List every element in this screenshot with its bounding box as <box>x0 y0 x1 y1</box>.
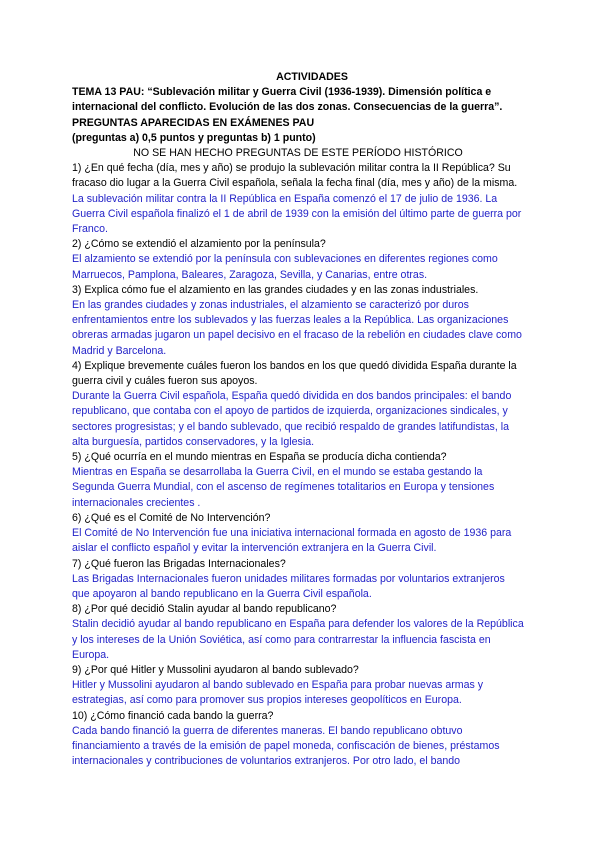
document-page <box>72 70 524 769</box>
answer-3: En las grandes ciudades y zonas industriales, el alzamiento se caracterizó por duros enfrentamientos entre los sublevados y las fuerzas leales a la República. Las organizaciones obreras armadas jugaron un papel decisivo en el fracaso de la rebelión en ciudades clave como Madrid y Barcelona. <box>72 299 522 357</box>
answer-1: La sublevación militar contra la II República en España comenzó el 17 de julio de 1936. La Guerra Civil española finalizó el 1 de abril de 1939 con la emisión del último parte de guerra por Franco. <box>72 192 522 236</box>
question-3: 3) Explica cómo fue el alzamiento en las grandes ciudades y en las zonas industriales. <box>72 283 479 296</box>
question-4: 4) Explique brevemente cuáles fueron los bandos en los que quedó dividida España durante la guerra civil y cuáles fueron sus apoyos. <box>72 359 517 388</box>
question-6: 6) ¿Qué es el Comité de No Intervención? <box>72 511 271 524</box>
answer-5: Mientras en España se desarrollaba la Guerra Civil, en el mundo se estaba gestando la Segunda Guerra Mundial, con el ascenso de regímenes totalitarios en Europa y tensiones internacionales crecientes . <box>72 466 495 509</box>
question-5: 5) ¿Qué ocurría en el mundo mientras en España se producía dicha contienda? <box>72 451 447 464</box>
answer-8: Stalin decidió ayudar al bando republicano en España para defender los valores de la República y los intereses de la Unión Soviética, así como para contrarrestar la influencia fascista en Europa. <box>72 618 524 661</box>
answer-7: Las Brigadas Internacionales fueron unidades militares formadas por voluntarios extranjeros que apoyaron al bando republicano en la Guerra Civil española. <box>72 572 505 600</box>
document-subtitle: TEMA 13 PAU: “Sublevación militar y Guerra Civil (1936-1939). Dimensión política e internacional del conflicto. Evolución de las dos zonas. Consecuencias de la guerra”. <box>72 86 503 114</box>
points-note: (preguntas a) 0,5 puntos y preguntas b) 1 punto) <box>72 131 316 144</box>
answer-6: El Comité de No Intervención fue una iniciativa internacional formada en agosto de 1936 para aislar el conflicto español y evitar la intervención extranjera en la Guerra Civil. <box>72 527 512 555</box>
exam-heading: PREGUNTAS APARECIDAS EN EXÁMENES PAU <box>72 116 315 129</box>
question-9: 9) ¿Por qué Hitler y Mussolini ayudaron al bando sublevado? <box>72 663 359 676</box>
question-8: 8) ¿Por qué decidió Stalin ayudar al bando republicano? <box>72 603 337 616</box>
question-1: 1) ¿En qué fecha (día, mes y año) se produjo la sublevación militar contra la II República? Su fracaso dio lugar a la Guerra Civil española, señala la fecha final (día, mes y año) de la misma. <box>72 162 518 190</box>
answer-9: Hitler y Mussolini ayudaron al bando sublevado en España para probar nuevas armas y estrategias, así como para promover sus propios intereses geopolíticos en Europa. <box>72 679 484 707</box>
no-questions-note: NO SE HAN HECHO PREGUNTAS DE ESTE PERÍODO HISTÓRICO <box>133 147 463 160</box>
question-10: 10) ¿Cómo financió cada bando la guerra? <box>72 709 274 722</box>
question-2: 2) ¿Cómo se extendió el alzamiento por la península? <box>72 238 326 251</box>
document-title: ACTIVIDADES <box>276 71 348 83</box>
question-7: 7) ¿Qué fueron las Brigadas Internacionales? <box>72 557 286 570</box>
answer-10: Cada bando financió la guerra de diferentes maneras. El bando republicano obtuvo financiamiento a través de la emisión de papel moneda, confiscación de bienes, préstamos internacionales y contribuciones de voluntarios extranjeros. Por otro lado, el bando <box>72 724 500 768</box>
answer-4: Durante la Guerra Civil española, España quedó dividida en dos bandos principales: el bando republicano, que contaba con el apoyo de partidos de izquierda, organizaciones sindicales, y sectores progresistas; y el bando sublevado, que recibió respaldo de grandes latifundistas, la alta burguesía, partidos conservadores, y la Iglesia. <box>72 390 512 448</box>
answer-2: El alzamiento se extendió por la península con sublevaciones en diferentes regiones como Marruecos, Pamplona, Baleares, Zaragoza, Sevilla, y Canarias, entre otras. <box>72 253 498 281</box>
